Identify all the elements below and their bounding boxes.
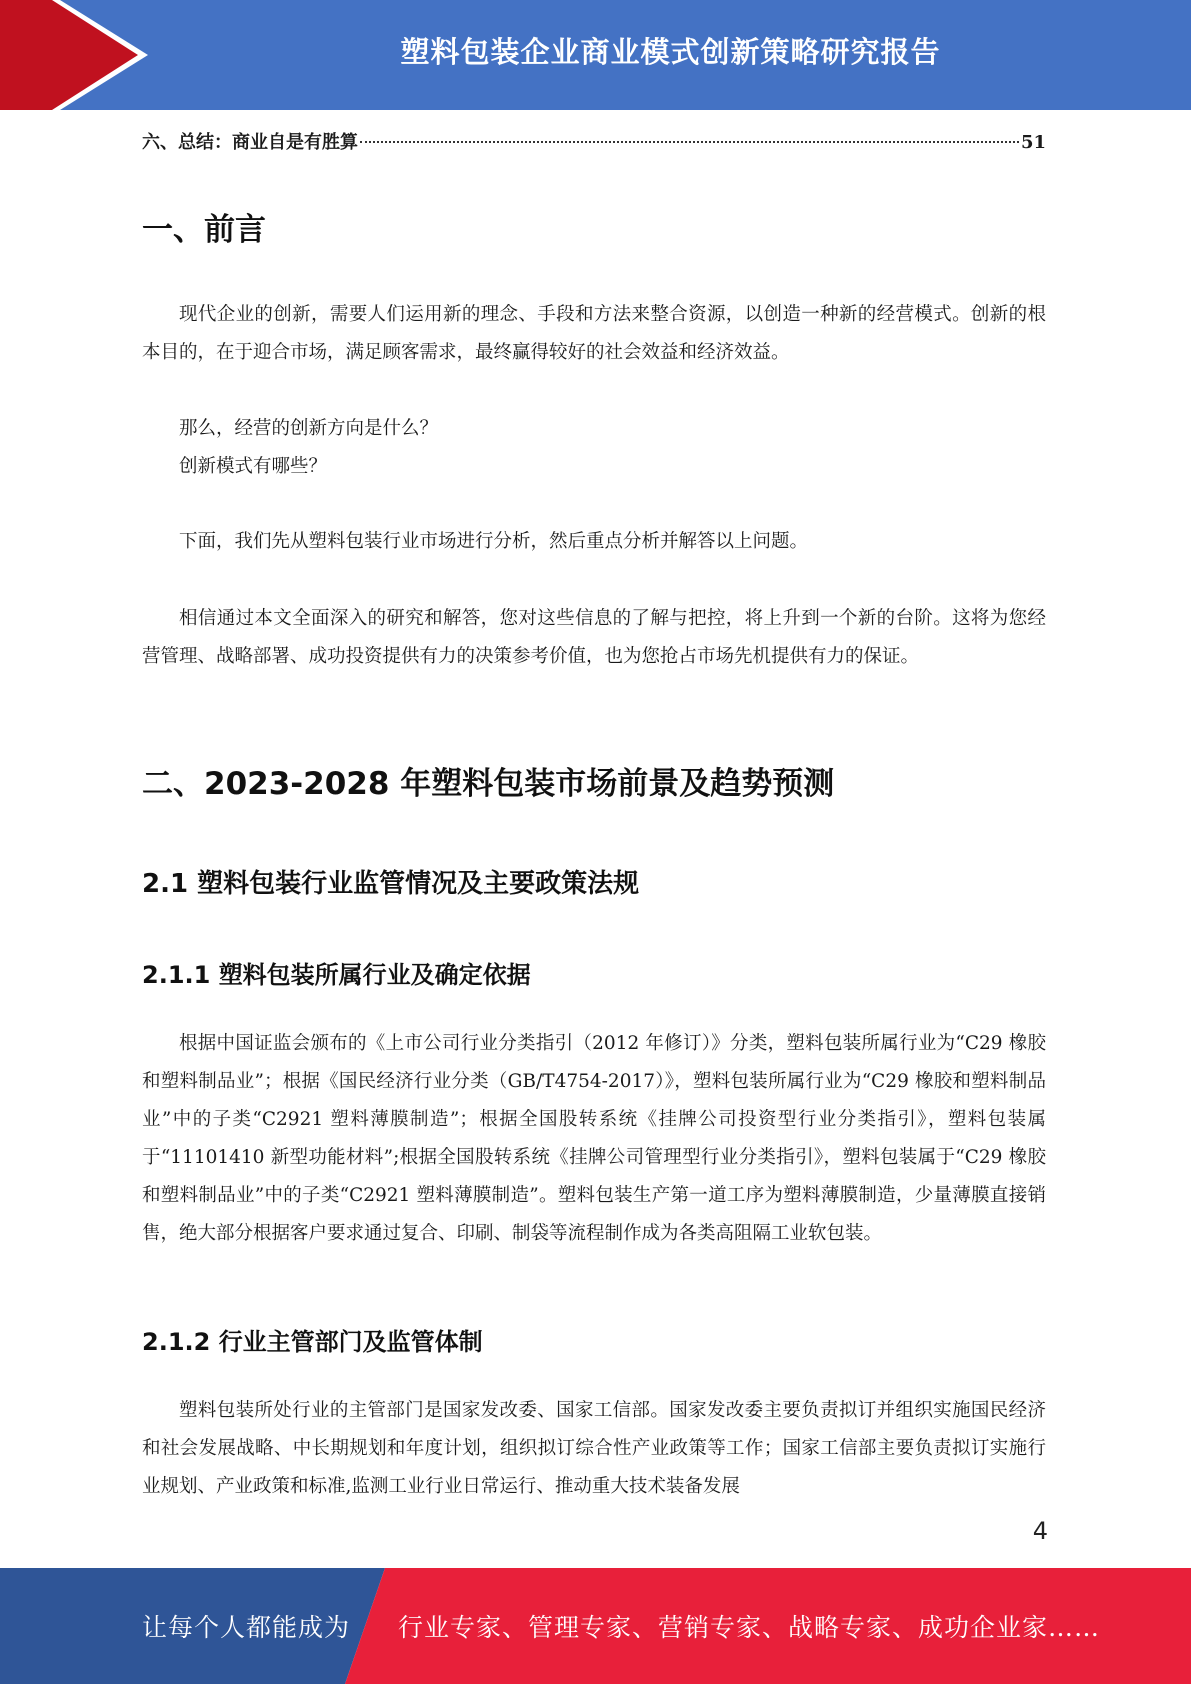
- page-number: 4: [1032, 1517, 1048, 1545]
- toc-entry-label: 六、总结：商业自是有胜算: [142, 132, 358, 153]
- toc-dot-leader: [360, 141, 1019, 143]
- footer-slogan-left: 让每个人都能成为: [142, 1613, 351, 1642]
- toc-entry[interactable]: [142, 128, 1046, 160]
- preface-paragraph-3: 相信通过本文全面深入的研究和解答，您对这些信息的了解与把控，将上升到一个新的台阶。这将为您经营管理、战略部署、成功投资提供有力的决策参考价值，也为您抢占市场先机提供有力的保证。: [142, 608, 1046, 667]
- preface-paragraph-1: 现代企业的创新，需要人们运用新的理念、手段和方法来整合资源，以创造一种新的经营模式。创新的根本目的，在于迎合市场，满足顾客需求，最终赢得较好的社会效益和经济效益。: [142, 304, 1046, 363]
- report-title: 塑料包装企业商业模式创新策略研究报告: [400, 34, 941, 69]
- preface-paragraph-2: 下面，我们先从塑料包装行业市场进行分析，然后重点分析并解答以上问题。: [179, 531, 809, 552]
- section-2-1-2-heading: 2.1.2 行业主管部门及监管体制: [142, 1328, 483, 1356]
- page-header: [0, 0, 1191, 110]
- preface-heading: 一、前言: [142, 212, 266, 248]
- page-footer: [0, 1568, 1191, 1684]
- section-2-1-1-paragraph: 根据中国证监会颁布的《上市公司行业分类指引（2012 年修订）》分类，塑料包装所属行业为“C29 橡胶和塑料制品业”；根据《国民经济行业分类（GB/T4754-2017）》，塑料包装所属行业为“C29 橡胶和塑料制品业”中的子类“C2921 塑料薄膜制造”；根据全国股转系统《挂牌公司投资型行业分类指引》，塑料包装属于“11101410 新型功能材料”;根据全国股转系统《挂牌公司管理型行业分类指引》，塑料包装属于“C29 橡胶和塑料制品业”中的子类“C2921 塑料薄膜制造”。塑料包装生产第一道工序为塑料薄膜制造，少量薄膜直接销售，绝大部分根据客户要求通过复合、印刷、制袋等流程制作成为各类高阻隔工业软包装。: [142, 1033, 1046, 1244]
- section-2-1-heading: 2.1 塑料包装行业监管情况及主要政策法规: [142, 869, 640, 899]
- section-2-1-1-heading: 2.1.1 塑料包装所属行业及确定依据: [142, 961, 531, 989]
- chapter-2-heading: 二、2023-2028 年塑料包装市场前景及趋势预测: [142, 766, 835, 802]
- preface-question-1: 那么，经营的创新方向是什么？: [179, 418, 439, 439]
- toc-entry-page: 51: [1020, 132, 1046, 153]
- section-2-1-2-paragraph: 塑料包装所处行业的主管部门是国家发改委、国家工信部。国家发改委主要负责拟订并组织实施国民经济和社会发展战略、中长期规划和年度计划，组织拟订综合性产业政策等工作；国家工信部主要负责拟订实施行业规划、产业政策和标准,监测工业行业日常运行、推动重大技术装备发展: [142, 1400, 1046, 1497]
- chevron-arrow-icon: [0, 0, 160, 110]
- footer-slogan-right: 行业专家、管理专家、营销专家、战略专家、成功企业家……: [398, 1613, 1101, 1642]
- preface-question-2: 创新模式有哪些？: [179, 456, 328, 477]
